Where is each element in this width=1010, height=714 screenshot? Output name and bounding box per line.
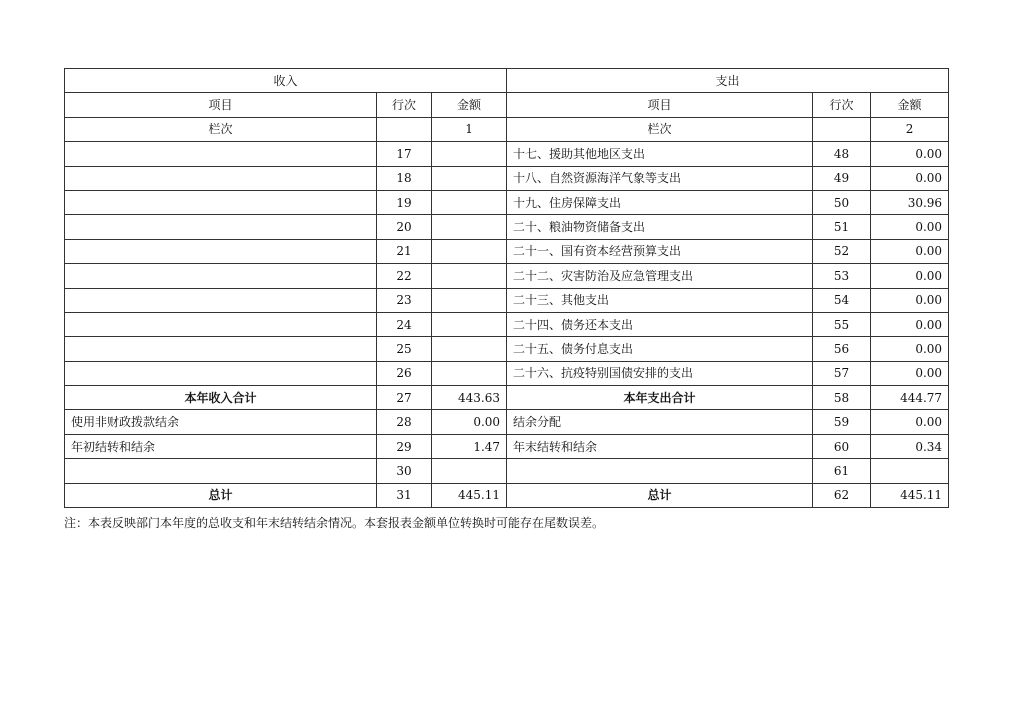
table-row: [65, 288, 949, 312]
expense-header: 支出: [507, 69, 949, 93]
expense-line-cell: 50: [813, 190, 871, 214]
expense-amount-cell: 0.00: [871, 410, 949, 434]
table-row: [65, 410, 949, 434]
income-item-cell: [65, 190, 377, 214]
income-amount-header: 金额: [432, 93, 507, 117]
income-item-cell: [65, 361, 377, 385]
income-line-header: 行次: [377, 93, 432, 117]
income-amount-cell: [432, 288, 507, 312]
expense-item-cell: 本年支出合计: [507, 386, 813, 410]
income-amount-cell: [432, 459, 507, 483]
table-row: [65, 361, 949, 385]
expense-lanci-label: 栏次: [507, 117, 813, 141]
expense-item-cell: 二十六、抗疫特别国债安排的支出: [507, 361, 813, 385]
table-row: [65, 215, 949, 239]
income-line-cell: 26: [377, 361, 432, 385]
income-item-header: 项目: [65, 93, 377, 117]
column-header-row: [65, 93, 949, 117]
expense-amount-cell: 0.00: [871, 239, 949, 263]
income-lanci-label: 栏次: [65, 117, 377, 141]
income-line-cell: 24: [377, 312, 432, 336]
income-item-cell: 年初结转和结余: [65, 434, 377, 458]
income-amount-cell: [432, 142, 507, 166]
income-item-cell: [65, 459, 377, 483]
expense-item-cell: 二十三、其他支出: [507, 288, 813, 312]
income-item-cell: [65, 215, 377, 239]
expense-amount-cell: 0.00: [871, 142, 949, 166]
expense-item-cell: 总计: [507, 483, 813, 507]
income-amount-cell: [432, 264, 507, 288]
income-expense-table: [64, 68, 949, 508]
expense-line-cell: 56: [813, 337, 871, 361]
expense-amount-cell: 0.00: [871, 337, 949, 361]
income-lanci-line: [377, 117, 432, 141]
income-item-cell: [65, 337, 377, 361]
expense-amount-cell: 0.00: [871, 312, 949, 336]
income-amount-cell: [432, 312, 507, 336]
income-amount-cell: [432, 190, 507, 214]
report-sheet: [64, 68, 948, 508]
expense-line-cell: 54: [813, 288, 871, 312]
income-line-cell: 25: [377, 337, 432, 361]
expense-amount-cell: 30.96: [871, 190, 949, 214]
expense-item-cell: 二十、粮油物资储备支出: [507, 215, 813, 239]
expense-amount-header: 金额: [871, 93, 949, 117]
income-line-cell: 30: [377, 459, 432, 483]
expense-amount-cell: [871, 459, 949, 483]
expense-line-cell: 51: [813, 215, 871, 239]
expense-line-cell: 59: [813, 410, 871, 434]
expense-item-cell: [507, 459, 813, 483]
expense-item-cell: 二十一、国有资本经营预算支出: [507, 239, 813, 263]
table-row: [65, 264, 949, 288]
income-line-cell: 21: [377, 239, 432, 263]
expense-item-cell: 十八、自然资源海洋气象等支出: [507, 166, 813, 190]
expense-line-cell: 62: [813, 483, 871, 507]
income-line-cell: 23: [377, 288, 432, 312]
income-line-cell: 20: [377, 215, 432, 239]
income-item-cell: [65, 264, 377, 288]
table-row: [65, 337, 949, 361]
table-row: [65, 459, 949, 483]
income-item-cell: 本年收入合计: [65, 386, 377, 410]
income-amount-cell: 0.00: [432, 410, 507, 434]
footnote: 注：本表反映部门本年度的总收支和年末结转结余情况。本套报表金额单位转换时可能存在尾数误差。: [64, 516, 605, 530]
income-item-cell: 总计: [65, 483, 377, 507]
table-row: [65, 386, 949, 410]
income-amount-cell: 445.11: [432, 483, 507, 507]
income-line-cell: 29: [377, 434, 432, 458]
income-amount-cell: [432, 215, 507, 239]
income-amount-cell: [432, 239, 507, 263]
expense-line-cell: 61: [813, 459, 871, 483]
expense-line-cell: 53: [813, 264, 871, 288]
expense-amount-cell: 0.00: [871, 215, 949, 239]
income-item-cell: [65, 288, 377, 312]
expense-line-header: 行次: [813, 93, 871, 117]
income-item-cell: [65, 239, 377, 263]
expense-amount-cell: 0.00: [871, 361, 949, 385]
expense-item-cell: 十七、援助其他地区支出: [507, 142, 813, 166]
income-line-cell: 18: [377, 166, 432, 190]
expense-line-cell: 57: [813, 361, 871, 385]
income-amount-cell: [432, 337, 507, 361]
expense-amount-cell: 445.11: [871, 483, 949, 507]
income-col-number: 1: [432, 117, 507, 141]
expense-line-cell: 60: [813, 434, 871, 458]
expense-line-cell: 48: [813, 142, 871, 166]
expense-line-cell: 49: [813, 166, 871, 190]
income-item-cell: [65, 142, 377, 166]
income-line-cell: 22: [377, 264, 432, 288]
expense-lanci-line: [813, 117, 871, 141]
expense-amount-cell: 0.00: [871, 166, 949, 190]
table-row: [65, 190, 949, 214]
expense-item-cell: 年末结转和结余: [507, 434, 813, 458]
income-line-cell: 17: [377, 142, 432, 166]
expense-amount-cell: 0.00: [871, 288, 949, 312]
income-amount-cell: [432, 361, 507, 385]
table-row: [65, 142, 949, 166]
income-line-cell: 28: [377, 410, 432, 434]
expense-item-cell: 结余分配: [507, 410, 813, 434]
expense-item-cell: 二十五、债务付息支出: [507, 337, 813, 361]
expense-amount-cell: 444.77: [871, 386, 949, 410]
expense-col-number: 2: [871, 117, 949, 141]
expense-line-cell: 58: [813, 386, 871, 410]
column-number-row: [65, 117, 949, 141]
expense-item-cell: 十九、住房保障支出: [507, 190, 813, 214]
income-line-cell: 27: [377, 386, 432, 410]
income-header: 收入: [65, 69, 507, 93]
expense-item-header: 项目: [507, 93, 813, 117]
expense-amount-cell: 0.34: [871, 434, 949, 458]
section-header-row: [65, 69, 949, 93]
table-row: [65, 239, 949, 263]
income-item-cell: [65, 166, 377, 190]
table-row: [65, 483, 949, 507]
income-amount-cell: 443.63: [432, 386, 507, 410]
expense-item-cell: 二十四、债务还本支出: [507, 312, 813, 336]
income-item-cell: 使用非财政拨款结余: [65, 410, 377, 434]
income-amount-cell: [432, 166, 507, 190]
expense-item-cell: 二十二、灾害防治及应急管理支出: [507, 264, 813, 288]
income-line-cell: 19: [377, 190, 432, 214]
income-item-cell: [65, 312, 377, 336]
income-amount-cell: 1.47: [432, 434, 507, 458]
table-row: [65, 166, 949, 190]
expense-line-cell: 55: [813, 312, 871, 336]
expense-amount-cell: 0.00: [871, 264, 949, 288]
table-row: [65, 434, 949, 458]
expense-line-cell: 52: [813, 239, 871, 263]
income-line-cell: 31: [377, 483, 432, 507]
table-row: [65, 312, 949, 336]
